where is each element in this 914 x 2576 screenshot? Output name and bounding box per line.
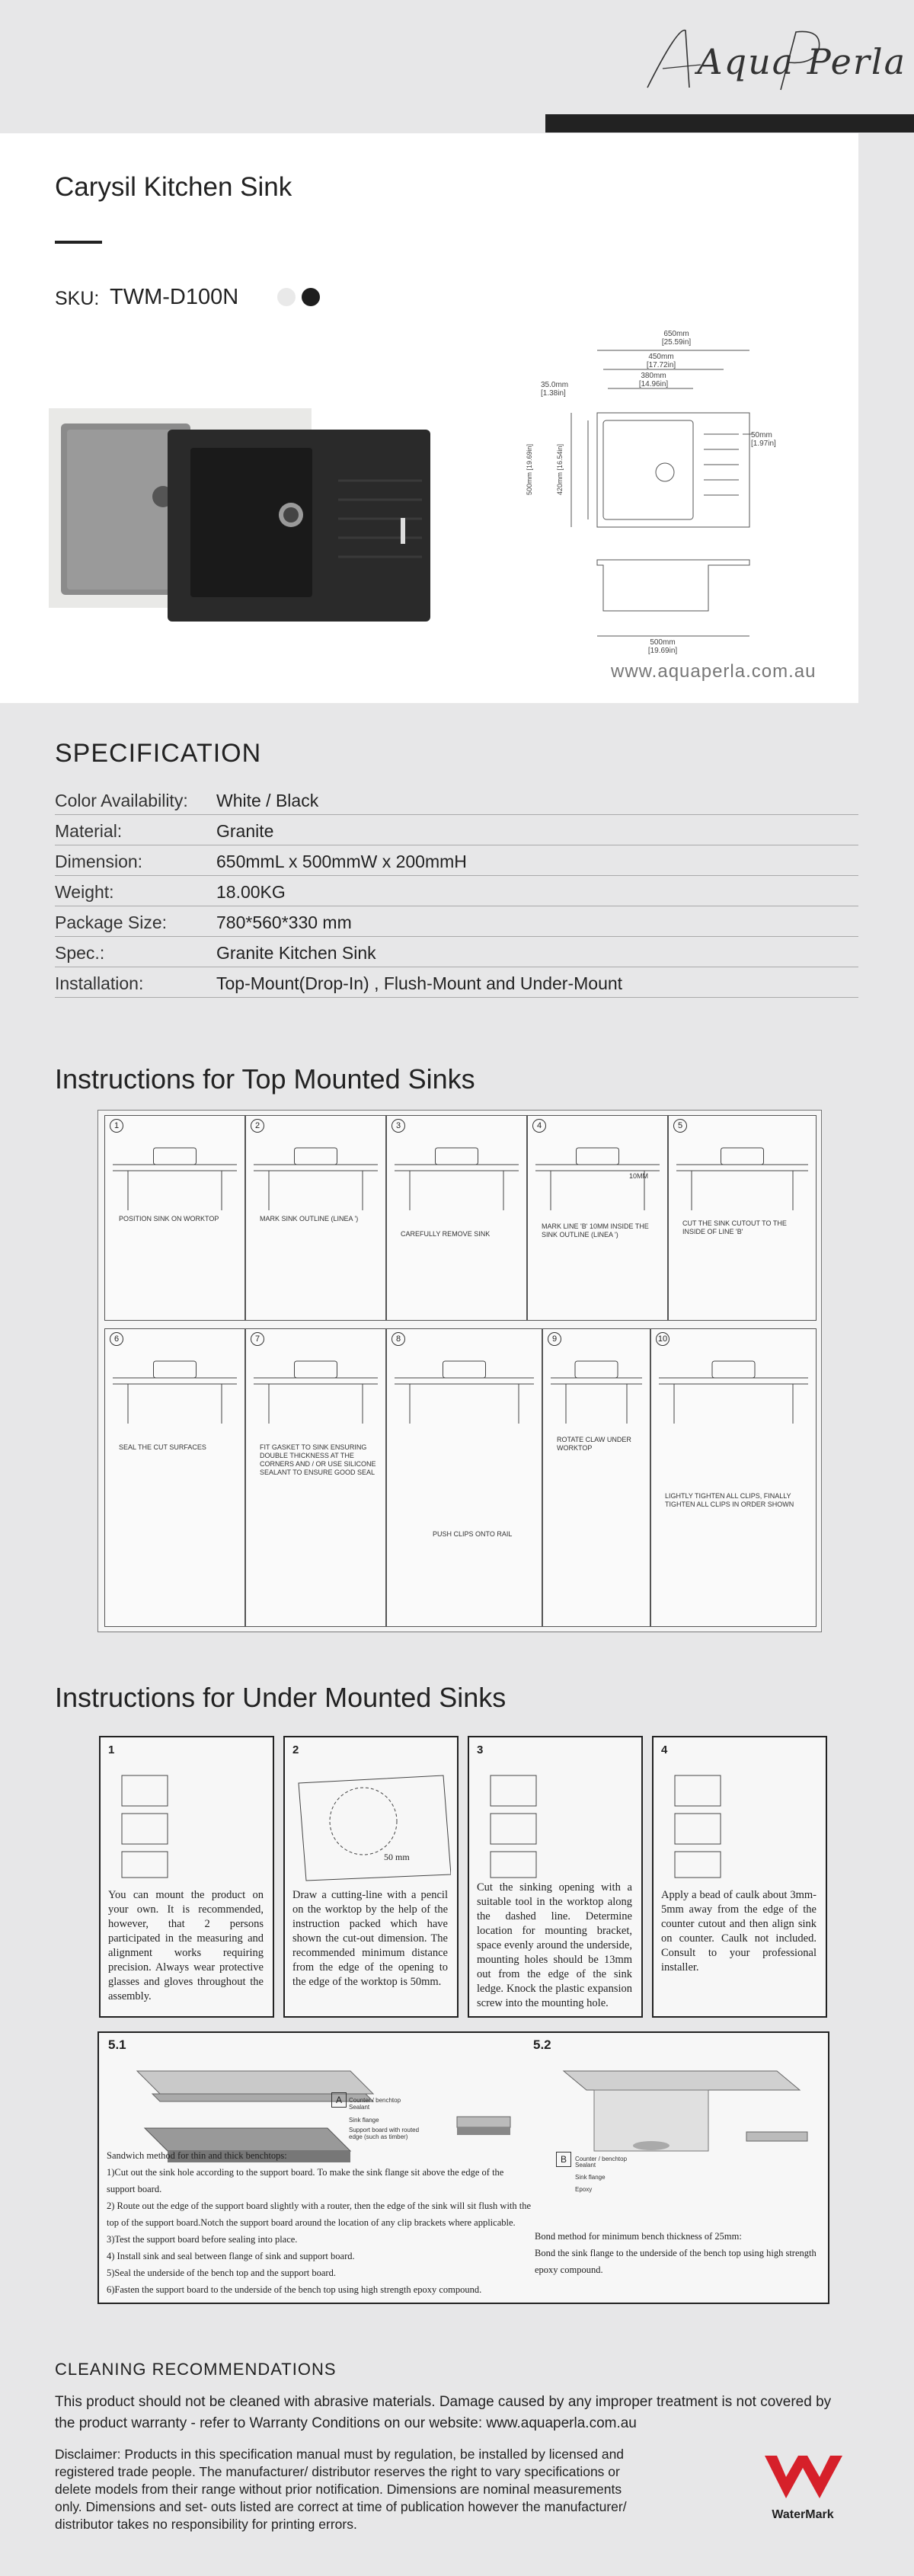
step-number: 2 [251, 1119, 264, 1133]
dim-380-in: [14.96in] [638, 380, 669, 388]
specification-table [55, 785, 858, 998]
spec-row [55, 876, 858, 906]
spec-key: Weight: [55, 882, 114, 902]
step-caption: CUT THE SINK CUTOUT TO THE INSIDE OF LINE 'B' [682, 1219, 787, 1235]
spec-row [55, 845, 858, 876]
spec-value: 780*560*330 mm [216, 912, 352, 932]
top-mount-step-9 [542, 1328, 650, 1627]
legend-a-item: Support board with routed edge (such as timber) [349, 2127, 420, 2140]
top-mount-step-3 [386, 1115, 527, 1321]
tag-a: A [331, 2092, 347, 2108]
spec-key: Spec.: [55, 943, 105, 963]
step-illustration [291, 1760, 451, 1882]
watermark-logo-icon [757, 2451, 856, 2504]
step-number: 1 [110, 1119, 123, 1133]
text-line: 5)Seal the underside of the bench top and the support board. [107, 2268, 336, 2278]
dim-35: 35.0mm [541, 381, 569, 389]
step-illustration [660, 1760, 820, 1882]
dim-500-vert: 500mm [526, 471, 533, 495]
dim-420: 420mm [556, 471, 564, 495]
spec-row [55, 815, 858, 845]
legend-a [349, 2094, 433, 2140]
top-mount-step-7 [245, 1328, 386, 1627]
dimension-label: 10MM [629, 1172, 649, 1180]
dim-35-in: [1.38in] [541, 389, 566, 398]
under-mount-step-2 [283, 1736, 459, 2018]
dim-450: 450mm [648, 353, 674, 361]
step-illustration [655, 1347, 812, 1431]
step-number: 5 [673, 1119, 687, 1133]
spec-key: Installation: [55, 973, 144, 993]
top-mount-step-6 [104, 1328, 245, 1627]
top-mount-step-5 [668, 1115, 817, 1321]
sku-label: SKU: [55, 288, 100, 309]
step-number: 2 [292, 1743, 299, 1756]
step-illustration [391, 1134, 523, 1218]
step-number: 3 [477, 1743, 484, 1756]
step-caption: CAREFULLY REMOVE SINK [401, 1230, 491, 1238]
dim-50-in: [1.97in] [751, 439, 776, 448]
dim-450-in: [17.72in] [646, 361, 676, 369]
spec-key: Package Size: [55, 912, 168, 932]
top-mount-diagram [97, 1110, 822, 1632]
step-caption: MARK SINK OUTLINE (LINEA ') [260, 1215, 359, 1222]
dim-50: 50mm [751, 431, 772, 439]
technical-drawing [518, 328, 776, 655]
spec-key: Material: [55, 821, 123, 841]
logo-text: Aqua Perla [697, 41, 906, 82]
step-illustration [673, 1134, 812, 1218]
dim-380: 380mm [641, 372, 666, 380]
sku-value: TWM-D100N [110, 285, 239, 309]
top-mount-step-4 [527, 1115, 668, 1321]
step-caption: PUSH CLIPS ONTO RAIL [433, 1530, 513, 1538]
under-mount-step-3 [468, 1736, 643, 2018]
step-number: 4 [661, 1743, 668, 1756]
product-photo [49, 408, 437, 629]
legend-b-item: Sealant [575, 2162, 596, 2169]
step-text: Apply a bead of caulk about 3mm-5mm away from the edge of the counter cutout and then align sink on counter. Caulk not included. Consult to your professional installer. [661, 1889, 817, 1974]
text-line: Bond the sink flange to the underside of the bench top using high strength epoxy compound. [535, 2248, 817, 2275]
text-line: 1)Cut out the sink hole according to the support board. To make the sink flange sit above the edge of the support board. [107, 2167, 504, 2194]
spec-value: Top-Mount(Drop-In) , Flush-Mount and Under-Mount [216, 973, 623, 993]
dim-650-in: [25.59in] [661, 338, 692, 347]
title-underline [55, 241, 102, 244]
under-mount-step-1 [99, 1736, 274, 2018]
legend-b-item: Sink flange [575, 2174, 606, 2181]
product-title: Carysil Kitchen Sink [55, 172, 292, 202]
step-illustration [107, 1760, 267, 1882]
watermark-badge [757, 2451, 856, 2527]
dim-420-in: [16.54in] [556, 443, 564, 471]
legend-a-item: Sink flange [349, 2117, 379, 2124]
legend-a-item: Sealant [349, 2104, 370, 2111]
step-caption: SEAL THE CUT SURFACES [119, 1443, 206, 1451]
top-mount-step-10 [650, 1328, 817, 1627]
step-illustration [391, 1347, 538, 1431]
step-illustration [547, 1347, 646, 1431]
top-mount-heading: Instructions for Top Mounted Sinks [55, 1063, 475, 1095]
legend-b [575, 2153, 627, 2196]
bond-method-text [535, 2228, 817, 2278]
dim-650: 650mm [663, 330, 689, 338]
step-caption: LIGHTLY TIGHTEN ALL CLIPS, FINALLY TIGHTEN ALL CLIPS IN ORDER SHOWN [665, 1492, 794, 1508]
step-illustration [250, 1347, 382, 1431]
under-mount-step-4 [652, 1736, 827, 2018]
step-illustration [109, 1347, 241, 1431]
step-5-2-label: 5.2 [533, 2037, 551, 2052]
dim-500: 500mm [650, 638, 676, 647]
under-mount-heading: Instructions for Under Mounted Sinks [55, 1682, 507, 1713]
text-line: 4) Install sink and seal between flange of sink and support board. [107, 2251, 355, 2261]
spec-value: Granite Kitchen Sink [216, 943, 376, 963]
text-line: 3)Test the support board before sealing into place. [107, 2234, 298, 2245]
spec-value: 18.00KG [216, 882, 286, 902]
top-mount-step-2 [245, 1115, 386, 1321]
text-line: 2) Route out the edge of the support board slightly with a router, then the edge of the sink will sit flush with the top of the support board.Notch the support board around the location of any clip brackets where applicable. [107, 2200, 532, 2228]
spec-value: Granite [216, 821, 274, 841]
spec-row [55, 967, 858, 998]
spec-key: Dimension: [55, 852, 143, 871]
spec-row [55, 785, 858, 815]
dimension-label: 50 mm [384, 1852, 410, 1862]
step-number: 10 [656, 1332, 670, 1346]
top-mount-step-8 [386, 1328, 542, 1627]
step-caption: POSITION SINK ON WORKTOP [119, 1215, 219, 1222]
step-number: 8 [391, 1332, 405, 1346]
step-caption: ROTATE CLAW UNDER WORKTOP [557, 1436, 631, 1452]
sandwich-method-text [107, 2147, 533, 2298]
swatch-white [277, 288, 296, 306]
step-number: 4 [532, 1119, 546, 1133]
header-accent-bar [545, 114, 914, 133]
step-caption: FIT GASKET TO SINK ENSURING DOUBLE THICKNESS AT THE CORNERS AND / OR USE SILICONE SEALANT TO ENSURE GOOD SEAL [260, 1443, 376, 1476]
swatch-black [302, 288, 320, 306]
step-5-panel [97, 2031, 829, 2304]
step-illustration [250, 1134, 382, 1218]
step-illustration [475, 1760, 635, 1882]
step-illustration [109, 1134, 241, 1218]
watermark-label: WaterMark [772, 2508, 834, 2521]
dim-500-vert-in: [19.69in] [526, 443, 533, 471]
text-line: Bond method for minimum bench thickness of 25mm: [535, 2231, 742, 2242]
specification-heading: SPECIFICATION [55, 739, 262, 768]
step-5-1-label: 5.1 [108, 2037, 126, 2052]
step-number: 1 [108, 1743, 115, 1756]
legend-a-item: Counter / benchtop [349, 2097, 401, 2104]
bond-method-illustration [548, 2056, 815, 2162]
cleaning-heading: CLEANING RECOMMENDATIONS [55, 2360, 337, 2379]
spec-value: 650mmL x 500mmW x 200mmH [216, 852, 467, 871]
legend-b-item: Counter / benchtop [575, 2156, 628, 2162]
text-line: Sandwich method for thin and thick benchtops: [107, 2150, 287, 2161]
website-url[interactable]: www.aquaperla.com.au [611, 661, 817, 682]
step-number: 3 [391, 1119, 405, 1133]
text-line: 6)Fasten the support board to the underside of the bench top using high strength epoxy compound. [107, 2284, 482, 2295]
spec-key: Color Availability: [55, 791, 188, 810]
spec-row [55, 906, 858, 937]
top-mount-step-1 [104, 1115, 245, 1321]
step-text: You can mount the product on your own. It is recommended, however, that 2 persons participated in the measuring and alignment works requiring precision. Always wear protective glasses and gloves throughout the assembly. [108, 1889, 264, 2002]
spec-value: White / Black [216, 791, 319, 810]
step-number: 6 [110, 1332, 123, 1346]
step-number: 7 [251, 1332, 264, 1346]
step-number: 9 [548, 1332, 561, 1346]
legend-b-item: Epoxy [575, 2186, 593, 2193]
brand-logo [632, 23, 906, 99]
dim-500-in: [19.69in] [647, 647, 678, 655]
disclaimer-text: Disclaimer: Products in this specification manual must by regulation, be installed by licensed and registered trade people. The manufacturer/ distributor reserves the right to vary specifications or delete models from their range without prior notification. Dimensions are nominal measurements only. Dimensions and set- outs listed are correct at time of publication however the manufacturer/ distributor takes no responsibility for printing errors. [55, 2447, 627, 2532]
step-text: Cut the sinking opening with a suitable tool in the worktop along the dashed line. Determine location for mounting bracket, space evenly around the underside, mounting holes should be 13mm out from the edge of the sink ledge. Knock the plastic expansion screw into the mounting hole. [477, 1881, 632, 2009]
spec-row [55, 937, 858, 967]
step-caption: MARK LINE 'B' 10MM INSIDE THE SINK OUTLINE (LINEA ') [542, 1222, 649, 1238]
tag-b: B [556, 2152, 571, 2167]
step-text: Draw a cutting-line with a pencil on the worktop by the help of the instruction packed which have shown the cut-out dimension. The recommended minimum distance from the edge of the opening to the edge of the worktop is 50mm. [292, 1889, 448, 1988]
cleaning-text: This product should not be cleaned with abrasive materials. Damage caused by any improper treatment is not covered by the product warranty - refer to Warranty Conditions on our website: www.aquaperla.com.au [55, 2394, 832, 2431]
